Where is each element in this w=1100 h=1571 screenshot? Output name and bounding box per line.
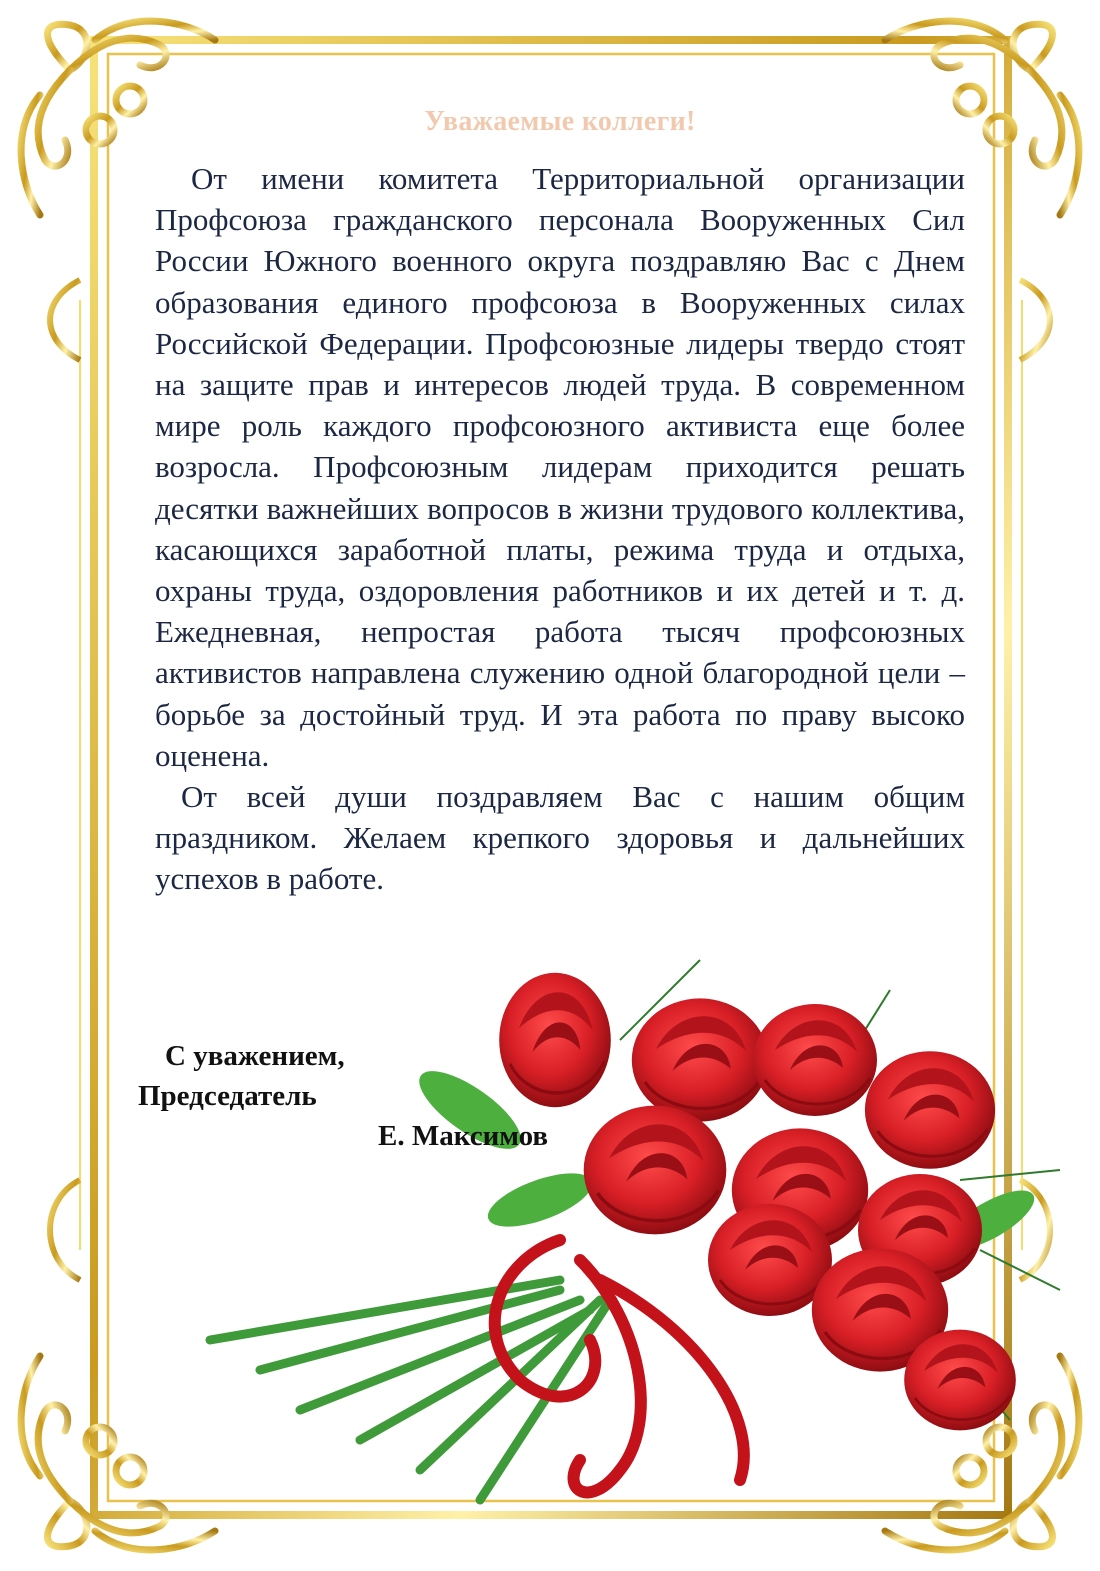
letter-paragraph-1: От имени комитета Территориальной организации Профсоюза гражданского персонала Вооруженных Сил России Южного военного округа поздравляю Вас с Днем образования единого профсоюза в Вооруженных силах Российской Федерации. Профсоюзные лидеры твердо стоят на защите прав и интересов людей труда. В современном мире роль каждого профсоюзного активиста еще более возросла. Профсоюзным лидерам приходится решать десятки важнейших вопросов в жизни трудового коллектива, касающихся заработной платы, режима труда и отдыха, охраны труда, оздоровления работников и их детей и т. д. Ежедневная, непростая работа тысяч профсоюзных активистов направлена служению одной благородной цели – борьбе за достойный труд. И эта работа по праву высоко оценена. — [155, 161, 965, 773]
letter-title: Уважаемые коллеги! — [424, 106, 696, 137]
signature-position: Председатель — [138, 1080, 317, 1112]
signature-closing: С уважением, — [165, 1040, 345, 1072]
letter-paragraph-2: От всей души поздравляем Вас с нашим общим праздником. Желаем крепкого здоровья и дальнейших успехов в работе. — [155, 779, 965, 897]
signature-name: Е. Максимов — [378, 1120, 549, 1152]
